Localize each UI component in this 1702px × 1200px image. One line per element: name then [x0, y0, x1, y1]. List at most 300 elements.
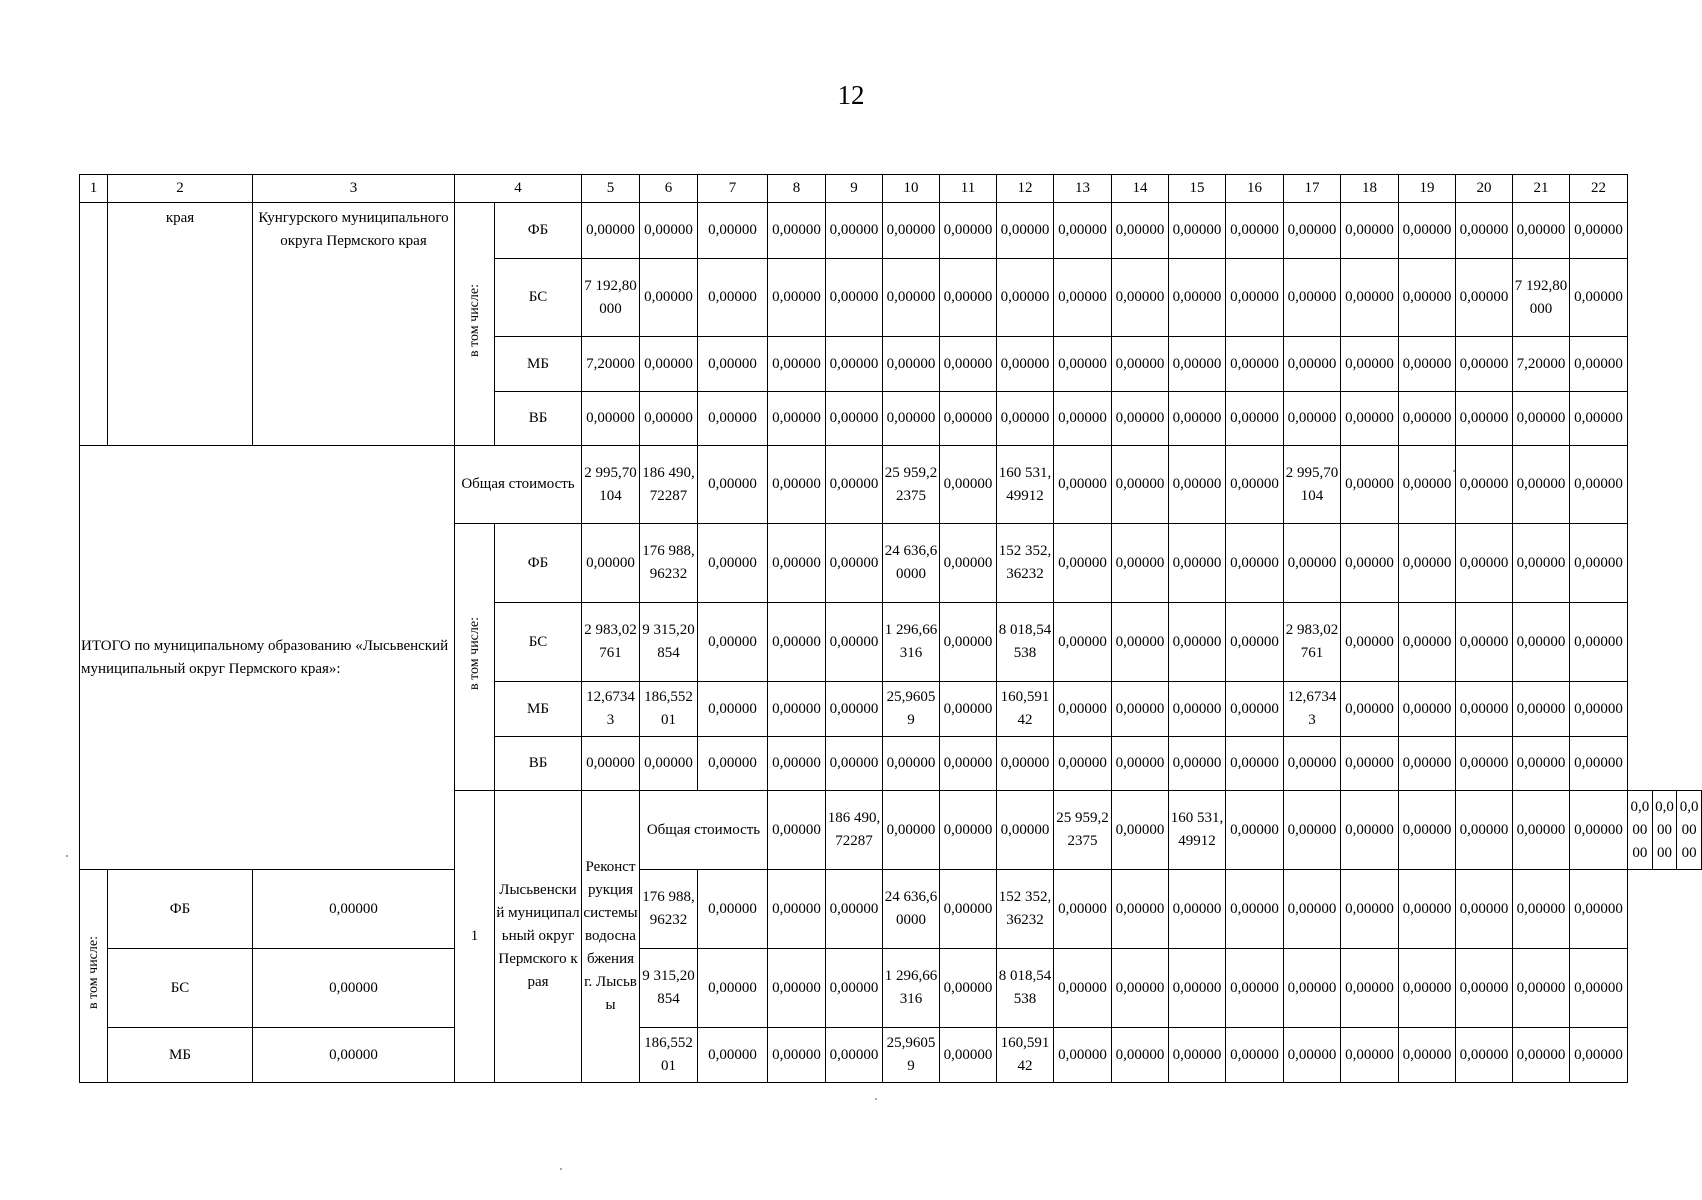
value-cell: [1456, 870, 1513, 949]
row-number-cell: [80, 203, 108, 446]
value-cell: [582, 259, 640, 337]
value-cell-text: 0,00000: [829, 554, 879, 571]
value-cell-text: 160 531,49912: [998, 464, 1052, 504]
municipality-cell: [108, 203, 253, 446]
value-cell-text: 0,00000: [943, 755, 993, 771]
header-cell-text: 17: [1304, 180, 1320, 196]
value-cell-text: 0,00000: [1516, 222, 1566, 238]
value-cell: [1226, 524, 1284, 603]
page-number: 12: [837, 80, 865, 110]
value-cell: [997, 259, 1054, 337]
value-cell-text: 0,00000: [1115, 554, 1165, 571]
value-cell-text: 0,00000: [1230, 410, 1279, 426]
value-cell-text: 0,00000: [1115, 821, 1165, 838]
value-cell: [1112, 337, 1169, 392]
value-cell-text: 0,00000: [1402, 289, 1452, 305]
in-that-number-cell-text: в том числе:: [467, 283, 482, 357]
value-cell-text: 0,00000: [1402, 554, 1452, 571]
value-cell-text: 0,00000: [1172, 700, 1222, 717]
value-cell-text: 25,96059: [886, 689, 936, 728]
value-cell-text: 0,00000: [1172, 633, 1222, 650]
value-cell: [1226, 203, 1284, 259]
value-cell: [582, 203, 640, 259]
value-cell-text: 8 018,54538: [998, 968, 1052, 1007]
value-cell: [698, 337, 768, 392]
object-cell-text: Реконструкция системы водоснабжения г. Лысьвы: [583, 859, 638, 1013]
header-cell: [1456, 175, 1513, 203]
value-cell-text: 0,00000: [829, 900, 879, 917]
value-cell: [1169, 1028, 1226, 1083]
value-cell: [940, 737, 997, 791]
table-row: [80, 203, 1702, 259]
value-cell-text: 0,00000: [1402, 476, 1452, 492]
value-cell-text: 0,00000: [829, 755, 879, 771]
header-cell: [1169, 175, 1226, 203]
value-cell-text: 0,00000: [772, 289, 821, 305]
header-cell: [1054, 175, 1112, 203]
value-cell-text: 0,00000: [1058, 476, 1107, 492]
budget-label: [108, 1028, 253, 1083]
value-cell: [1341, 682, 1399, 737]
value-cell: [883, 446, 940, 524]
header-cell-text: 8: [792, 180, 801, 196]
header-cell: [80, 175, 108, 203]
value-cell-text: 7 192,80000: [1514, 277, 1568, 317]
table-row: [80, 870, 1702, 949]
value-cell: [1284, 949, 1341, 1028]
value-cell: [1399, 1028, 1456, 1083]
value-cell: [1570, 446, 1628, 524]
value-cell: [1341, 870, 1399, 949]
value-cell: [1399, 392, 1456, 446]
in-that-number-cell: [455, 203, 495, 446]
value-cell-text: 0,00000: [1402, 700, 1452, 717]
in-that-number-cell: [455, 524, 495, 791]
object-cell-text: Кунгурского муниципального округа Пермского края: [258, 210, 449, 249]
value-cell-text: 0,00000: [772, 554, 821, 571]
value-cell: [883, 524, 940, 603]
header-cell: [698, 175, 768, 203]
header-cell-text: 2: [176, 180, 184, 196]
value-cell: [768, 203, 826, 259]
municipality-cell: [495, 791, 582, 1083]
value-cell: [1054, 737, 1112, 791]
value-cell-text: 0,00000: [1058, 355, 1107, 372]
value-cell: [640, 1028, 698, 1083]
value-cell-text: 0,00000: [586, 755, 635, 771]
value-cell-text: 0,00000: [1287, 410, 1337, 426]
value-cell: [768, 337, 826, 392]
value-cell-text: 0,00000: [1459, 222, 1509, 238]
value-cell-text: 0,00000: [1345, 755, 1394, 771]
header-cell-text: 19: [1419, 180, 1435, 196]
value-cell: [826, 603, 883, 682]
total-label: [640, 791, 768, 870]
value-cell: [1456, 203, 1513, 259]
value-cell: [1341, 737, 1399, 791]
value-cell-text: 0,00000: [1402, 900, 1452, 917]
value-cell: [768, 524, 826, 603]
value-cell: [582, 603, 640, 682]
value-cell: [1513, 949, 1570, 1028]
header-cell-text: 21: [1533, 180, 1549, 196]
header-cell: [108, 175, 253, 203]
value-cell: [883, 1028, 940, 1083]
value-cell: [1513, 524, 1570, 603]
value-cell: [1570, 203, 1628, 259]
budget-label: [495, 524, 582, 603]
value-cell: [940, 1028, 997, 1083]
value-cell: [640, 870, 698, 949]
value-cell-text: 0,00000: [1287, 755, 1337, 771]
value-cell: [1399, 737, 1456, 791]
value-cell-text: 0,00000: [1574, 289, 1623, 305]
header-cell-text: 9: [850, 180, 858, 196]
value-cell-text: 0,00000: [1574, 222, 1623, 238]
value-cell-text: 0,00000: [329, 979, 378, 996]
value-cell: [582, 682, 640, 737]
value-cell-text: 0,00000: [943, 355, 993, 372]
value-cell: [1570, 682, 1628, 737]
value-cell: [698, 524, 768, 603]
value-cell-text: 0,00000: [1230, 821, 1279, 838]
value-cell-text: 0,00000: [1345, 700, 1394, 717]
value-cell: [698, 446, 768, 524]
value-cell-text: 0,00000: [1574, 355, 1623, 372]
value-cell: [997, 203, 1054, 259]
value-cell-text: 0,00000: [943, 289, 993, 305]
value-cell: [883, 870, 940, 949]
value-cell-text: 0,00000: [708, 222, 757, 238]
value-cell: [1169, 949, 1226, 1028]
value-cell: [1399, 791, 1456, 870]
budget-label: [495, 203, 582, 259]
value-cell-text: 0,00000: [1115, 476, 1165, 492]
value-cell: [1456, 791, 1513, 870]
value-cell-text: 0,00000: [1679, 798, 1699, 861]
header-cell: [582, 175, 640, 203]
value-cell: [997, 446, 1054, 524]
value-cell: [1284, 524, 1341, 603]
value-cell-text: 0,00000: [1402, 1046, 1452, 1063]
value-cell: [1169, 203, 1226, 259]
value-cell-text: 0,00000: [772, 979, 821, 996]
budget-label-text: ФБ: [527, 222, 549, 238]
value-cell-text: 0,00000: [1516, 476, 1566, 492]
value-cell: [826, 259, 883, 337]
budget-label-text: БС: [170, 979, 190, 996]
value-cell: [1054, 870, 1112, 949]
value-cell-text: 0,00000: [1459, 900, 1509, 917]
value-cell-text: 0,00000: [1574, 900, 1623, 917]
municipality-cell-text: Лысьвенский муниципальный округ Пермского края: [496, 882, 580, 990]
object-cell: [253, 203, 455, 446]
value-cell-text: 25 959,22375: [884, 464, 938, 504]
value-cell: [1513, 446, 1570, 524]
value-cell: [698, 682, 768, 737]
value-cell-text: 0,00000: [1345, 633, 1394, 650]
value-cell: [826, 203, 883, 259]
value-cell-text: 0,00000: [708, 900, 757, 917]
scan-speck: [1453, 470, 1455, 472]
value-cell-text: 0,00000: [708, 554, 757, 571]
value-cell-text: 0,00000: [1230, 554, 1279, 571]
value-cell-text: 0,00000: [1172, 554, 1222, 571]
value-cell: [582, 337, 640, 392]
value-cell: [1570, 524, 1628, 603]
value-cell-text: 0,00000: [1516, 821, 1566, 838]
value-cell-text: 0,00000: [708, 633, 757, 650]
header-cell-text: 1: [89, 180, 98, 196]
value-cell: [1341, 1028, 1399, 1083]
value-cell-text: 0,00000: [1172, 289, 1222, 305]
value-cell: [1341, 392, 1399, 446]
value-cell: [1112, 682, 1169, 737]
total-title-cell: [80, 446, 455, 870]
value-cell-text: 186 490,72287: [642, 464, 695, 504]
value-cell-text: 0,00000: [1459, 700, 1509, 717]
value-cell: [940, 392, 997, 446]
value-cell: [1112, 791, 1169, 870]
value-cell: [1112, 259, 1169, 337]
value-cell-text: 0,00000: [1287, 222, 1337, 238]
budget-label: [495, 682, 582, 737]
value-cell: [1513, 259, 1570, 337]
value-cell-text: 0,00000: [1459, 410, 1509, 426]
value-cell-text: 0,00000: [943, 633, 993, 650]
header-cell-text: 11: [960, 180, 976, 196]
value-cell-text: 0,00000: [943, 1046, 993, 1063]
budget-label: [108, 870, 253, 949]
header-row: [80, 175, 1702, 203]
value-cell-text: 0,00000: [1172, 979, 1222, 996]
value-cell: [997, 524, 1054, 603]
value-cell: [826, 737, 883, 791]
value-cell: [768, 949, 826, 1028]
value-cell: [940, 870, 997, 949]
value-cell: [1570, 337, 1628, 392]
value-cell-text: 0,00000: [586, 410, 635, 426]
value-cell: [1054, 259, 1112, 337]
value-cell-text: 0,00000: [1516, 755, 1566, 771]
header-cell-text: 16: [1247, 180, 1262, 196]
value-cell-text: 0,00000: [1058, 755, 1107, 771]
value-cell: [1226, 259, 1284, 337]
value-cell: [1226, 337, 1284, 392]
value-cell-text: 0,00000: [1345, 476, 1394, 492]
value-cell-text: 0,00000: [1058, 633, 1107, 650]
value-cell-text: 0,00000: [1115, 410, 1165, 426]
value-cell-text: 0,00000: [329, 1046, 378, 1063]
value-cell-text: 0,00000: [943, 476, 993, 492]
value-cell-text: 0,00000: [1516, 700, 1566, 717]
value-cell: [582, 446, 640, 524]
value-cell: [768, 682, 826, 737]
value-cell-text: 24 636,60000: [884, 889, 938, 928]
value-cell: [940, 446, 997, 524]
header-cell: [940, 175, 997, 203]
value-cell: [1570, 1028, 1628, 1083]
budget-label: [495, 259, 582, 337]
value-cell-text: 0,00000: [829, 1046, 879, 1063]
value-cell: [940, 524, 997, 603]
value-cell-text: 0,00000: [1574, 1046, 1623, 1063]
value-cell-text: 0,00000: [1230, 355, 1279, 372]
value-cell: [1570, 603, 1628, 682]
value-cell-text: 0,00000: [708, 979, 757, 996]
value-cell: [883, 737, 940, 791]
value-cell: [768, 603, 826, 682]
value-cell-text: 0,00000: [1402, 821, 1452, 838]
value-cell-text: 2 983,02761: [1285, 622, 1339, 661]
value-cell: [826, 337, 883, 392]
value-cell: [698, 259, 768, 337]
value-cell: [1570, 259, 1628, 337]
value-cell-text: 0,00000: [586, 222, 635, 238]
value-cell-text: 0,00000: [708, 289, 757, 305]
value-cell-text: 0,00000: [886, 755, 936, 771]
value-cell-text: 0,00000: [1287, 554, 1337, 571]
value-cell-text: 0,00000: [1402, 355, 1452, 372]
value-cell-text: 0,00000: [1000, 355, 1050, 372]
value-cell: [768, 1028, 826, 1083]
budget-label-text: БС: [528, 289, 548, 305]
value-cell-text: 0,00000: [1000, 821, 1050, 838]
value-cell-text: 0,00000: [1516, 410, 1566, 426]
budget-label: [495, 392, 582, 446]
budget-label: [495, 603, 582, 682]
value-cell-text: 0,00000: [1459, 355, 1509, 372]
value-cell: [1513, 1028, 1570, 1083]
value-cell: [1284, 446, 1341, 524]
header-cell: [826, 175, 883, 203]
value-cell: [1226, 392, 1284, 446]
value-cell: [826, 791, 883, 870]
value-cell-text: 0,00000: [1345, 1046, 1394, 1063]
value-cell: [253, 1028, 455, 1083]
value-cell-text: 0,00000: [829, 289, 879, 305]
value-cell: [582, 392, 640, 446]
budget-label-text: МБ: [169, 1046, 191, 1063]
header-cell: [768, 175, 826, 203]
value-cell-text: 160,59142: [1000, 1035, 1050, 1074]
value-cell: [1169, 259, 1226, 337]
value-cell-text: 0,00000: [708, 700, 757, 717]
value-cell-text: 0,00000: [1459, 821, 1509, 838]
value-cell-text: 25 959,22375: [1056, 810, 1109, 849]
value-cell: [1399, 682, 1456, 737]
value-cell-text: 7 192,80000: [584, 277, 637, 317]
budget-label-text: ФБ: [527, 554, 549, 571]
value-cell: [1226, 737, 1284, 791]
value-cell: [1226, 446, 1284, 524]
value-cell: [1570, 949, 1628, 1028]
value-cell-text: 0,00000: [1115, 700, 1165, 717]
value-cell-text: 25,96059: [886, 1035, 936, 1074]
value-cell-text: 0,00000: [708, 355, 757, 372]
value-cell: [1399, 446, 1456, 524]
value-cell: [1341, 203, 1399, 259]
value-cell: [940, 259, 997, 337]
value-cell: [826, 524, 883, 603]
value-cell-text: 0,00000: [1345, 289, 1394, 305]
value-cell: [1399, 259, 1456, 337]
value-cell-text: 0,00000: [1459, 1046, 1509, 1063]
value-cell-text: 0,00000: [329, 900, 378, 917]
value-cell: [1284, 870, 1341, 949]
header-cell: [997, 175, 1054, 203]
value-cell: [1112, 737, 1169, 791]
value-cell: [997, 392, 1054, 446]
value-cell: [640, 446, 698, 524]
value-cell-text: 0,00000: [1574, 554, 1623, 571]
value-cell: [640, 337, 698, 392]
budget-label: [495, 737, 582, 791]
value-cell-text: 0,00000: [1115, 289, 1165, 305]
header-cell: [455, 175, 582, 203]
value-cell: [1112, 524, 1169, 603]
value-cell: [698, 870, 768, 949]
value-cell: [1456, 259, 1513, 337]
value-cell: [1284, 603, 1341, 682]
table-row: [80, 949, 1702, 1028]
value-cell: [883, 603, 940, 682]
value-cell: [640, 949, 698, 1028]
value-cell: [1399, 870, 1456, 949]
value-cell: [1054, 1028, 1112, 1083]
header-cell-text: 7: [728, 180, 737, 196]
value-cell-text: 160 531,49912: [1170, 810, 1224, 849]
header-cell-text: 20: [1476, 180, 1492, 196]
value-cell-text: 9 315,20854: [642, 622, 695, 661]
value-cell: [1570, 737, 1628, 791]
value-cell-text: 0,00000: [708, 410, 757, 426]
value-cell: [1054, 203, 1112, 259]
row-number-cell-text: 1: [470, 928, 479, 944]
value-cell-text: 2 995,70104: [584, 464, 637, 504]
value-cell-text: 0,00000: [1115, 1046, 1165, 1063]
value-cell-text: 0,00000: [1345, 554, 1394, 571]
value-cell: [640, 259, 698, 337]
value-cell-text: 0,00000: [886, 289, 936, 305]
value-cell-text: 0,00000: [1459, 554, 1509, 571]
value-cell: [1341, 446, 1399, 524]
value-cell: [1169, 392, 1226, 446]
value-cell-text: 0,00000: [1345, 979, 1394, 996]
value-cell: [997, 1028, 1054, 1083]
value-cell-text: 0,00000: [886, 410, 936, 426]
value-cell: [1112, 392, 1169, 446]
value-cell-text: 152 352,36232: [998, 543, 1052, 582]
header-cell: [1226, 175, 1284, 203]
value-cell-text: 0,00000: [1000, 289, 1050, 305]
value-cell-text: 0,00000: [829, 476, 879, 492]
value-cell: [1112, 446, 1169, 524]
value-cell: [640, 737, 698, 791]
header-cell: [1399, 175, 1456, 203]
value-cell-text: 1 296,66316: [884, 968, 938, 1007]
value-cell: [1054, 392, 1112, 446]
value-cell-text: 186,55201: [644, 1035, 693, 1074]
value-cell: [582, 524, 640, 603]
value-cell-text: 160,59142: [1000, 689, 1050, 728]
value-cell-text: 0,00000: [943, 554, 993, 571]
value-cell: [698, 603, 768, 682]
value-cell-text: 0,00000: [943, 979, 993, 996]
value-cell-text: 0,00000: [1230, 1046, 1279, 1063]
value-cell-text: 0,00000: [1058, 979, 1107, 996]
value-cell-text: 0,00000: [1516, 900, 1566, 917]
